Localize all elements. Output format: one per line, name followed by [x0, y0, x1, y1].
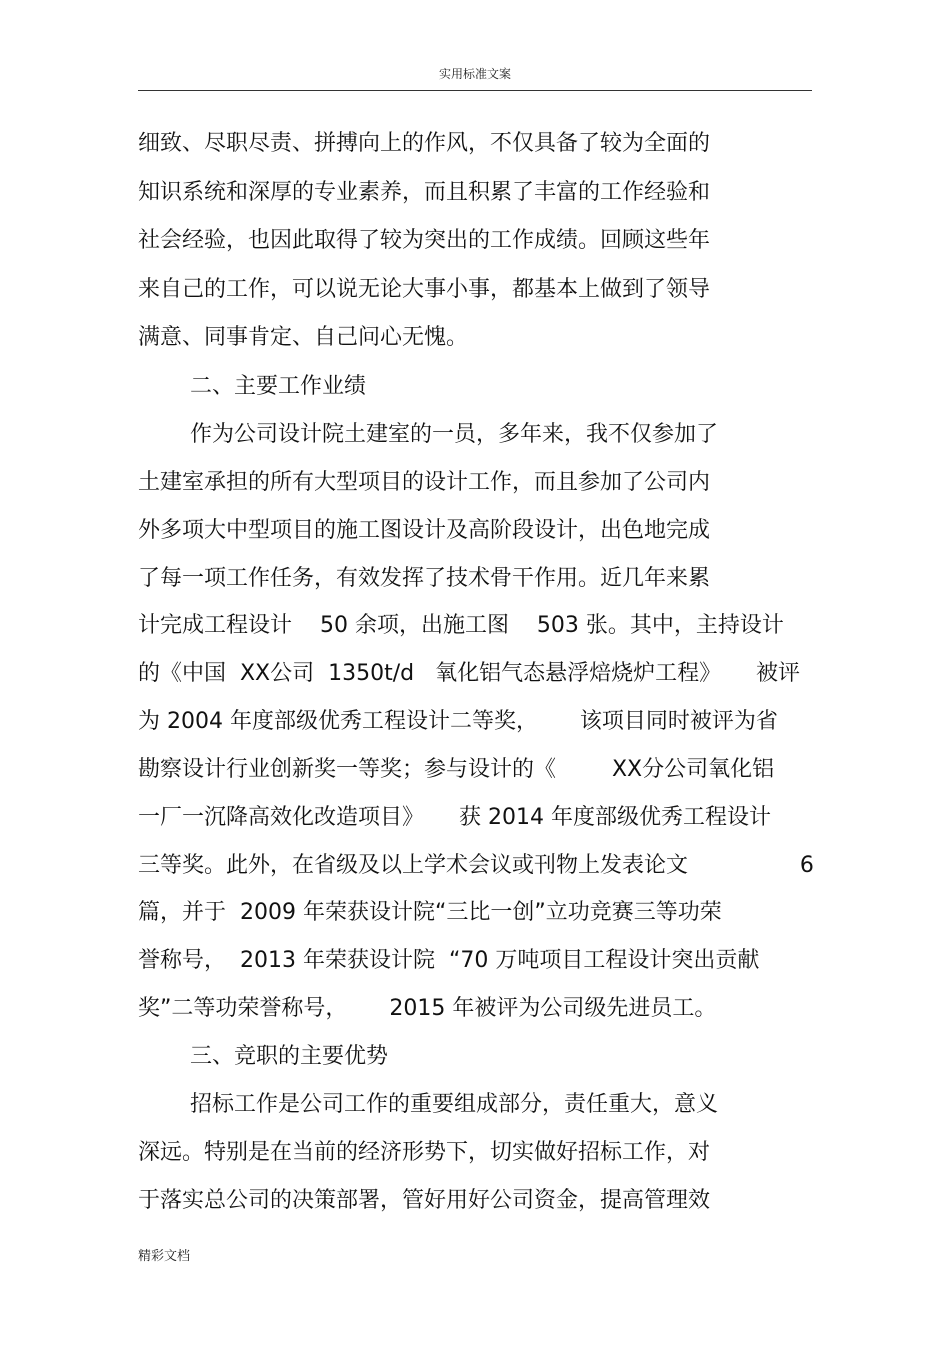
body-line: 深远。特别是在当前的经济形势下，切实做好招标工作，对 [138, 1140, 711, 1165]
body-line: 勘察设计行业创新奖一等奖；参与设计的《 XX分公司氧化铝 [138, 757, 775, 782]
body-line: 社会经验，也因此取得了较为突出的工作成绩。回顾这些年 [138, 228, 711, 253]
body-line: 奖”二等功荣誉称号， 2015 年被评为公司级先进员工。 [138, 996, 717, 1021]
body-line: 誉称号， 2013 年荣获设计院 “70 万吨项目工程设计突出贡献 [138, 948, 760, 973]
body-line: 知识系统和深厚的专业素养，而且积累了丰富的工作经验和 [138, 180, 711, 205]
body-line: 一厂一沉降高效化改造项目》 获 2014 年度部级优秀工程设计 [138, 805, 771, 830]
body-line: 三等奖。此外，在省级及以上学术会议或刊物上发表论文 6 [138, 853, 814, 878]
body-line: 细致、尽职尽责、拼搏向上的作风，不仅具备了较为全面的 [138, 131, 711, 156]
header-divider [138, 90, 812, 91]
body-line: 外多项大中型项目的施工图设计及高阶段设计，出色地完成 [138, 518, 711, 543]
section-heading: 三、竞职的主要优势 [190, 1044, 389, 1069]
body-line: 于落实总公司的决策部署，管好用好公司资金，提高管理效 [138, 1188, 711, 1213]
body-line: 满意、同事肯定、自己问心无愧。 [138, 325, 469, 350]
body-line: 的《中国 XX公司 1350t/d 氧化铝气态悬浮焙烧炉工程》 被评 [138, 661, 801, 686]
body-line: 计完成工程设计 50 余项，出施工图 503 张。其中，主持设计 [138, 613, 784, 638]
body-line: 篇，并于 2009 年荣获设计院“三比一创”立功竞赛三等功荣 [138, 900, 722, 925]
body-line: 作为公司设计院土建室的一员，多年来，我不仅参加了 [190, 422, 719, 447]
body-line: 土建室承担的所有大型项目的设计工作，而且参加了公司内 [138, 470, 711, 495]
section-heading: 二、主要工作业绩 [190, 374, 367, 399]
body-line: 来自己的工作，可以说无论大事小事，都基本上做到了领导 [138, 277, 711, 302]
body-line: 为 2004 年度部级优秀工程设计二等奖， 该项目同时被评为省 [138, 709, 778, 734]
body-line: 招标工作是公司工作的重要组成部分，责任重大，意义 [190, 1092, 719, 1117]
page-footer-label: 精彩文档 [138, 1249, 191, 1264]
page-header-title: 实用标准文案 [438, 67, 511, 81]
body-line: 了每一项工作任务，有效发挥了技术骨干作用。近几年来累 [138, 566, 711, 591]
